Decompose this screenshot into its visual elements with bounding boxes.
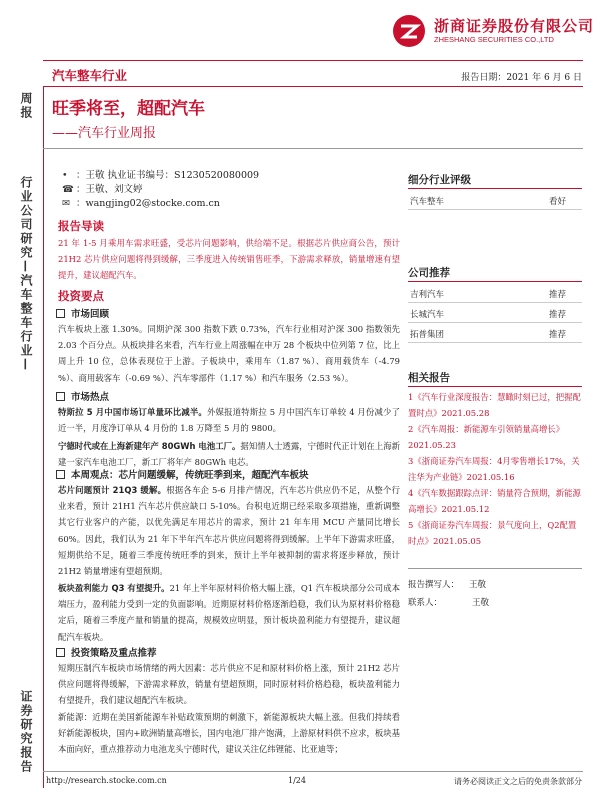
author-contact: 报告撰写人： 王敬 [408,580,487,590]
company-logo [392,12,595,52]
rating-row: 汽车整车 看好 [408,190,582,210]
square-bullet-icon [56,470,65,479]
market-review-heading: 市场回顾 [56,306,109,320]
company-row: 吉利汽车 推荐 [408,283,582,303]
rating-rule [408,188,582,189]
footer-url[interactable]: http://research.stocke.com.cn [46,776,167,785]
top-divider [43,60,583,61]
related-report[interactable]: 1《汽车行业深度报告：慧瞰时刻已过，把握配置时点》2021.05.28 [408,392,581,419]
view-heading: 本周观点：芯片问题缓解，传统旺季到来，超配汽车板块 [56,467,309,481]
logo-mark-icon [392,14,426,48]
contact-rule [408,568,582,569]
company-row: 长城汽车 推荐 [408,303,582,323]
strategy-text-1: 短期压制汽车板块市场情绪的两大因素：芯片供应不足和原材料价格上涨，预计 21H2 芯片供应问题将得缓解，下游需求释放，销量有望超预期，同时原材料价格趋稳，板块盈利能力有望提升，我们建议超配汽车板块。 [58,663,400,706]
related-report[interactable]: 4《汽车数据跟踪点评：销量符合预期，新能源高增长》2021.05.12 [408,488,581,515]
report-subtitle: ——汽车行业周报 [52,126,157,141]
logo-english-name: ZHESHANG SECURITIES CO.,LTD [434,35,554,44]
rating-heading: 细分行业评级 [408,174,471,186]
footer-disclaimer: 请务必阅读正文之后的免责条款部分 [454,777,582,786]
vertical-weekly-label: 周报 [19,92,33,120]
companies-rule [408,281,582,282]
header-divider [43,86,583,87]
company-row: 拓普集团 推荐 [408,323,582,343]
email-line: ✉ ：wangjing02@stocke.com.cn [62,198,220,209]
related-report[interactable]: 3《浙商证券汽车周报：4月零售增长17%，关注华为产业链》2021.05.16 [408,456,580,483]
hot-item-1: 特斯拉 5 月中国市场订单量环比减半。外媒报道特斯拉 5 月中国汽车订单较 4 月份减少了近一半，月度净订单从 4 月份的 1.8 万降至 5 月的 9800。 [58,407,400,434]
hot-item-2: 宁德时代或在上海新建年产 80GWh 电池工厂。据知情人士透露，宁德时代正计划在上海新建一家汽车电池工厂，新工厂将年产 80GWh 电芯。 [58,441,401,468]
hot-heading: 市场热点 [56,389,109,403]
view-item-2: 板块盈利能力 Q3 有望提升。21 年上半年原材料价格大幅上涨，Q1 汽车板块部分公司成本端压力，盈利能力受到一定的负面影响。近期原材料价格逐渐趋稳，我们认为原材料价格稳定后，随着三季度产量和销量的提高，规模效应明显，预计板块盈利能力有望提升，建议超配汽车板块。 [58,583,400,642]
researcher-line: ☎ ：王敬、刘文婷 [62,184,143,195]
report-title: 旺季将至，超配汽车 [52,99,205,119]
market-review-text: 汽车板块上涨 1.30%。同期沪深 300 指数下跌 0.73%，汽车行业相对沪深 300 指数领先 2.03 个百分点。从板块排名来看，汽车行业上周涨幅在申万 28 个板块中位列第 7 位，比上周上升 10 位，总体表现位于上游。子板块中，乘用车（1.87 %）、商用载货车（-4.79 %）、商用载客车（-0.69 %）、汽车零部件（1.17 %）和汽车服务（2.53 %）。 [58,324,400,383]
strategy-heading: 投资策略及重点推荐 [56,645,157,659]
points-heading: 投资要点 [58,289,104,303]
strategy-text-2: 新能源：近期在美国新能源车补贴政策预期的刺激下，新能源板块大幅上涨。但我们持续看好新能源板块，国内+欧洲销量高增长，国内电池厂排产饱满，上游原材料供不应求，板块基本面向好，重点推荐动力电池龙头宁德时代，建议关注亿纬锂能、比亚迪等； [58,712,401,755]
report-date: 报告日期：2021 年 6 月 6 日 [461,73,582,83]
companies-heading: 公司推荐 [408,267,450,279]
logo-chinese-name: 浙商证券股份有限公司 [434,17,595,35]
left-border [43,86,44,788]
title-divider [43,148,583,149]
phone-icon: ☎ [62,184,74,195]
related-report[interactable]: 2《汽车周报：新能源车引领销量高增长》2021.05.23 [408,424,565,451]
reports-heading: 相关报告 [408,372,450,384]
footer-divider [43,771,583,772]
guide-heading: 报告导读 [58,219,104,233]
contact-person: 联系人： 王敬 [408,598,490,608]
related-report[interactable]: 5《浙商证券汽车周报：景气度向上，Q2配置时点》2021.05.05 [408,520,577,547]
person-icon: • [62,170,68,181]
vertical-bottom-label: 证券研究报告 [19,690,33,774]
page-number: 1/24 [288,776,306,785]
mail-icon: ✉ [62,198,70,209]
guide-text: 21 年 1-5 月乘用车需求旺盛，受芯片问题影响，供给端不足。根据芯片供应商公告，预计 21H2 芯片供应问题将得到缓解，三季度进入传统销售旺季，下游需求释放，销量增速有望提升，建议超配汽车。 [58,238,400,281]
view-item-1: 芯片问题预计 21Q3 缓解。根据各车企 5-6 月排产情况，汽车芯片供应仍不足，从整个行业来看，预计 21H1 汽车芯片供应缺口 5-10%。台积电近期已经采取多项措施，重新调整其它行业客户的产能，以优先满足车用芯片的需求，预计 21 年车用 MCU 产量同比增长 60%。因此，我们认为 21 年下半年汽车芯片供应问题将得到缓解。上半年下游需求旺盛，短期供给不足，随着三季度传统旺季的到来，预计上半年被抑制的需求将逐步释放，预计 21H2 销量增速有望超预期。 [58,485,400,577]
vertical-category-label: 行业公司研究—汽车整车行业— [19,176,33,372]
analyst-line: • ：王敬 执业证书编号：S1230520080009 [62,170,260,181]
reports-rule [408,386,582,387]
square-bullet-icon [56,648,65,657]
square-bullet-icon [56,309,65,318]
square-bullet-icon [56,392,65,401]
industry-label: 汽车整车行业 [52,68,128,83]
